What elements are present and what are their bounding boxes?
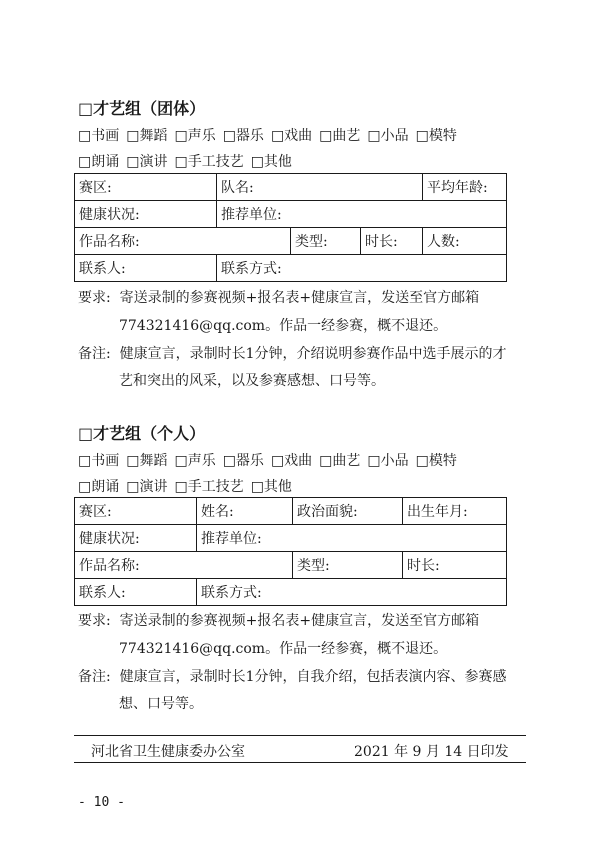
option-speech[interactable]: □演讲 xyxy=(126,479,168,495)
note-label: 备注: xyxy=(78,346,111,362)
option-other[interactable]: □其他 xyxy=(250,479,292,495)
cell-work-title[interactable]: 作品名称: xyxy=(75,228,291,255)
group-registration-table xyxy=(74,173,507,282)
option-quyi[interactable]: □曲艺 xyxy=(319,453,361,469)
cell-headcount[interactable]: 人数: xyxy=(423,228,507,255)
cell-contact-method[interactable]: 联系方式: xyxy=(217,255,507,282)
note-text: 健康宣言，录制时长1分钟，介绍说明参赛作品中选手展示的才 xyxy=(119,346,507,362)
cell-contact-method[interactable]: 联系方式: xyxy=(197,579,507,606)
group-requirement-line2: 774321416@qq.com。作品一经参赛，概不退还。 xyxy=(119,318,448,334)
option-opera[interactable]: □戏曲 xyxy=(270,128,313,144)
option-sketch[interactable]: □小品 xyxy=(367,453,409,469)
option-quyi[interactable]: □曲艺 xyxy=(319,128,361,144)
option-recitation[interactable]: □朗诵 xyxy=(78,479,120,495)
option-instrumental[interactable]: □器乐 xyxy=(222,453,264,469)
cell-average-age[interactable]: 平均年龄: xyxy=(423,174,507,201)
option-dance[interactable]: □舞蹈 xyxy=(126,128,168,144)
option-instrumental[interactable]: □器乐 xyxy=(222,128,264,144)
group-options-row1 xyxy=(78,125,464,145)
option-model[interactable]: □模特 xyxy=(415,128,457,144)
option-handicraft[interactable]: □手工技艺 xyxy=(174,479,244,495)
cell-duration[interactable]: 时长: xyxy=(403,552,507,579)
note-label: 备注: xyxy=(78,669,111,685)
option-opera[interactable]: □戏曲 xyxy=(270,453,313,469)
footer-bottom-rule xyxy=(74,762,526,763)
footer-top-rule xyxy=(74,735,526,736)
option-calligraphy[interactable]: □书画 xyxy=(78,128,120,144)
option-dance[interactable]: □舞蹈 xyxy=(126,453,168,469)
cell-name[interactable]: 姓名: xyxy=(197,498,293,525)
requirement-text: 寄送录制的参赛视频+报名表+健康宣言，发送至官方邮箱 xyxy=(119,613,480,629)
individual-note xyxy=(78,666,507,686)
requirement-label: 要求: xyxy=(78,290,111,306)
group-note xyxy=(78,343,507,363)
cell-type[interactable]: 类型: xyxy=(293,552,403,579)
page-number: - 10 - xyxy=(78,795,125,810)
cell-recommending-unit[interactable]: 推荐单位: xyxy=(217,201,507,228)
group-options-row2 xyxy=(78,151,299,171)
individual-requirement-line2: 774321416@qq.com。作品一经参赛，概不退还。 xyxy=(119,641,448,657)
option-handicraft[interactable]: □手工技艺 xyxy=(174,154,244,170)
group-requirement xyxy=(78,287,479,307)
individual-options-row1 xyxy=(78,450,464,470)
cell-health-status[interactable]: 健康状况: xyxy=(75,201,217,228)
cell-duration[interactable]: 时长: xyxy=(361,228,423,255)
individual-note-line2: 想、口号等。 xyxy=(119,696,203,712)
individual-options-row2 xyxy=(78,476,299,496)
cell-health-status[interactable]: 健康状况: xyxy=(75,525,197,552)
cell-recommending-unit[interactable]: 推荐单位: xyxy=(197,525,507,552)
cell-birth-date[interactable]: 出生年月: xyxy=(403,498,507,525)
option-model[interactable]: □模特 xyxy=(415,453,457,469)
group-section-heading: □才艺组（团体） xyxy=(78,99,206,118)
cell-division[interactable]: 赛区: xyxy=(75,498,197,525)
cell-division[interactable]: 赛区: xyxy=(75,174,217,201)
option-vocal[interactable]: □声乐 xyxy=(174,128,216,144)
requirement-text: 寄送录制的参赛视频+报名表+健康宣言，发送至官方邮箱 xyxy=(119,290,480,306)
individual-requirement xyxy=(78,610,479,630)
option-calligraphy[interactable]: □书画 xyxy=(78,453,120,469)
individual-section-heading: □才艺组（个人） xyxy=(78,424,206,443)
option-recitation[interactable]: □朗诵 xyxy=(78,154,120,170)
option-sketch[interactable]: □小品 xyxy=(367,128,409,144)
option-other[interactable]: □其他 xyxy=(250,154,292,170)
footer-issuer: 河北省卫生健康委办公室 xyxy=(91,744,245,760)
cell-contact-person[interactable]: 联系人: xyxy=(75,579,197,606)
cell-contact-person[interactable]: 联系人: xyxy=(75,255,217,282)
cell-political-status[interactable]: 政治面貌: xyxy=(293,498,403,525)
option-vocal[interactable]: □声乐 xyxy=(174,453,216,469)
cell-team-name[interactable]: 队名: xyxy=(217,174,423,201)
footer-date: 2021 年 9 月 14 日印发 xyxy=(354,744,509,760)
requirement-label: 要求: xyxy=(78,613,111,629)
group-note-line2: 艺和突出的风采，以及参赛感想、口号等。 xyxy=(119,373,385,389)
cell-work-title[interactable]: 作品名称: xyxy=(75,552,293,579)
individual-registration-table xyxy=(74,497,507,606)
option-speech[interactable]: □演讲 xyxy=(126,154,168,170)
note-text: 健康宣言，录制时长1分钟，自我介绍，包括表演内容、参赛感 xyxy=(119,669,507,685)
cell-type[interactable]: 类型: xyxy=(291,228,361,255)
